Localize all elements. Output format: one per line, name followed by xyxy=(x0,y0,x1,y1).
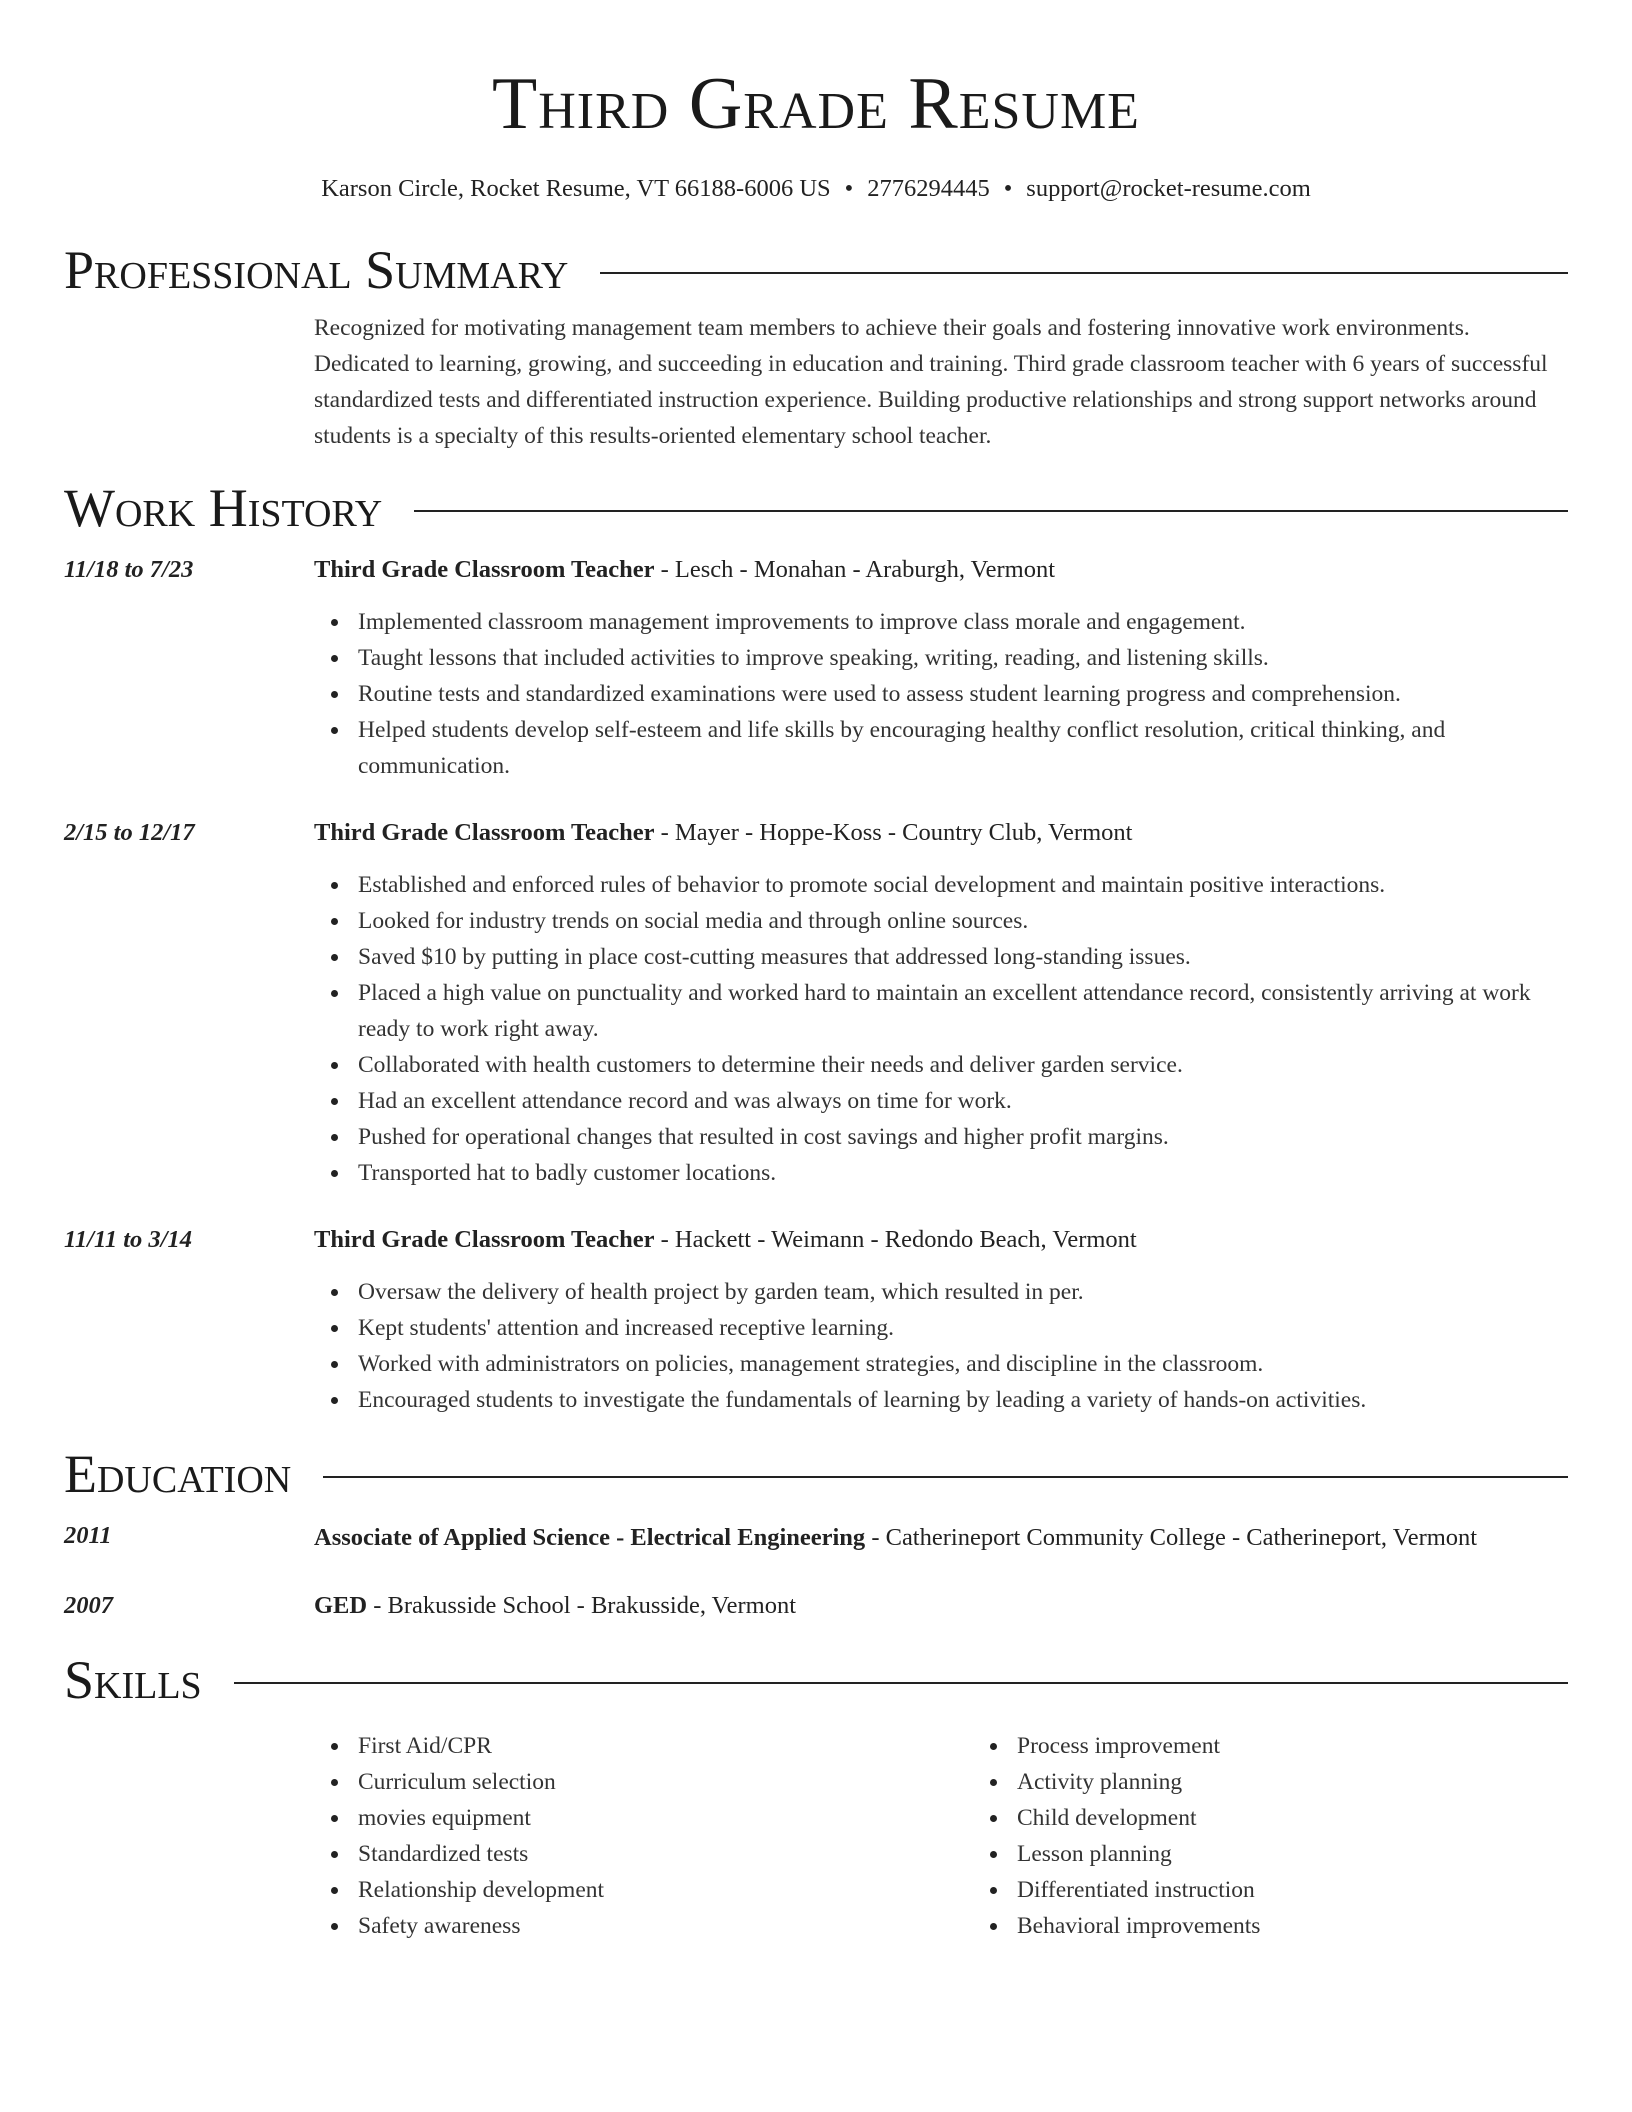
job-details: - Mayer - Hoppe-Koss - Country Club, Vermont xyxy=(654,819,1133,846)
contact-phone: 2776294445 xyxy=(867,175,990,202)
list-item: Routine tests and standardized examinations were used to assess student learning progress and comprehension. xyxy=(358,676,1568,712)
list-item: Oversaw the delivery of health project by garden team, which resulted in per. xyxy=(358,1274,1568,1310)
education-year: 2007 xyxy=(64,1592,113,1619)
education-year: 2011 xyxy=(64,1522,112,1549)
skill-item: Child development xyxy=(1017,1800,1632,1836)
skill-item: movies equipment xyxy=(358,1800,973,1836)
skill-item: Lesson planning xyxy=(1017,1836,1632,1872)
job-entry xyxy=(64,552,1568,784)
list-item: Worked with administrators on policies, management strategies, and discipline in the classroom. xyxy=(358,1346,1568,1382)
list-item: Saved $10 by putting in place cost-cutting measures that addressed long-standing issues. xyxy=(358,939,1568,975)
list-item: Collaborated with health customers to determine their needs and deliver garden service. xyxy=(358,1047,1568,1083)
list-item: Pushed for operational changes that resulted in cost savings and higher profit margins. xyxy=(358,1119,1568,1155)
skill-item: Safety awareness xyxy=(358,1908,973,1944)
job-dates: 11/18 to 7/23 xyxy=(64,556,194,583)
list-item: Encouraged students to investigate the fundamentals of learning by leading a variety of hands-on activities. xyxy=(358,1382,1568,1418)
contact-address: Karson Circle, Rocket Resume, VT 66188-6006 US xyxy=(321,175,831,202)
skill-item: Behavioral improvements xyxy=(1017,1908,1632,1944)
contact-separator: • xyxy=(1003,175,1013,202)
job-title: Third Grade Classroom Teacher xyxy=(314,556,655,583)
list-item: Looked for industry trends on social media and through online sources. xyxy=(358,903,1568,939)
work-section-header xyxy=(64,476,1568,540)
resume-name: Third Grade Resume xyxy=(492,63,1140,145)
job-details: - Hackett - Weimann - Redondo Beach, Vermont xyxy=(654,1226,1137,1253)
section-divider xyxy=(234,1682,1568,1684)
job-entry xyxy=(64,1222,1568,1418)
skill-item: Standardized tests xyxy=(358,1836,973,1872)
skills-heading: Skills xyxy=(64,1650,202,1710)
job-bullets xyxy=(314,1274,1568,1418)
job-entry xyxy=(64,815,1568,1191)
list-item: Placed a high value on punctuality and worked hard to maintain an excellent attendance record, consistently arriving at work ready to work right away. xyxy=(358,975,1568,1047)
skills-list-right xyxy=(973,1728,1632,1944)
education-details: - Brakusside School - Brakusside, Vermont xyxy=(367,1592,797,1619)
job-dates: 2/15 to 12/17 xyxy=(64,819,195,846)
list-item: Taught lessons that included activities to improve speaking, writing, reading, and listening skills. xyxy=(358,640,1568,676)
list-item: Kept students' attention and increased receptive learning. xyxy=(358,1310,1568,1346)
education-degree: Associate of Applied Science - Electrical Engineering xyxy=(314,1524,866,1551)
skills-columns xyxy=(314,1728,1632,1944)
job-title: Third Grade Classroom Teacher xyxy=(314,1226,655,1253)
skill-item: Curriculum selection xyxy=(358,1764,973,1800)
job-details: - Lesch - Monahan - Araburgh, Vermont xyxy=(654,556,1056,583)
contact-separator: • xyxy=(844,175,854,202)
contact-line xyxy=(64,174,1568,204)
section-divider xyxy=(414,510,1568,512)
job-bullets xyxy=(314,604,1568,784)
list-item: Transported hat to badly customer locations. xyxy=(358,1155,1568,1191)
skills-row xyxy=(64,1728,1568,1944)
summary-text: Recognized for motivating management team members to achieve their goals and fostering innovative work environments. Dedicated to learning, growing, and succeeding in education and training. Third grade classroom teacher with 6 years of successful standardized tests and differentiated instruction experience. Building productive relationships and strong support networks around students is a specialty of this results-oriented elementary school teacher. xyxy=(314,315,1548,449)
summary-section-header xyxy=(64,238,1568,302)
contact-email: support@rocket-resume.com xyxy=(1026,175,1311,202)
education-section-header xyxy=(64,1442,1568,1506)
list-item: Implemented classroom management improvements to improve class morale and engagement. xyxy=(358,604,1568,640)
skill-item: Process improvement xyxy=(1017,1728,1632,1764)
skills-section-header xyxy=(64,1648,1568,1712)
education-details: - Catherineport Community College - Catherineport, Vermont xyxy=(865,1524,1478,1551)
skill-item: Activity planning xyxy=(1017,1764,1632,1800)
list-item: Established and enforced rules of behavior to promote social development and maintain positive interactions. xyxy=(358,867,1568,903)
section-divider xyxy=(600,272,1568,274)
job-dates: 11/11 to 3/14 xyxy=(64,1226,192,1253)
skill-item: Differentiated instruction xyxy=(1017,1872,1632,1908)
summary-row xyxy=(64,310,1568,454)
skill-item: Relationship development xyxy=(358,1872,973,1908)
summary-heading: Professional Summary xyxy=(64,240,569,300)
education-heading: Education xyxy=(64,1444,292,1504)
job-title: Third Grade Classroom Teacher xyxy=(314,819,655,846)
list-item: Helped students develop self-esteem and life skills by encouraging healthy conflict resolution, critical thinking, and communication. xyxy=(358,712,1568,784)
list-item: Had an excellent attendance record and was always on time for work. xyxy=(358,1083,1568,1119)
education-entry xyxy=(64,1518,1568,1557)
skill-item: First Aid/CPR xyxy=(358,1728,973,1764)
work-heading: Work History xyxy=(64,478,383,538)
education-entry xyxy=(64,1588,1568,1624)
section-divider xyxy=(323,1476,1568,1478)
skills-list-left xyxy=(314,1728,973,1944)
job-bullets xyxy=(314,867,1568,1191)
education-degree: GED xyxy=(314,1592,368,1619)
